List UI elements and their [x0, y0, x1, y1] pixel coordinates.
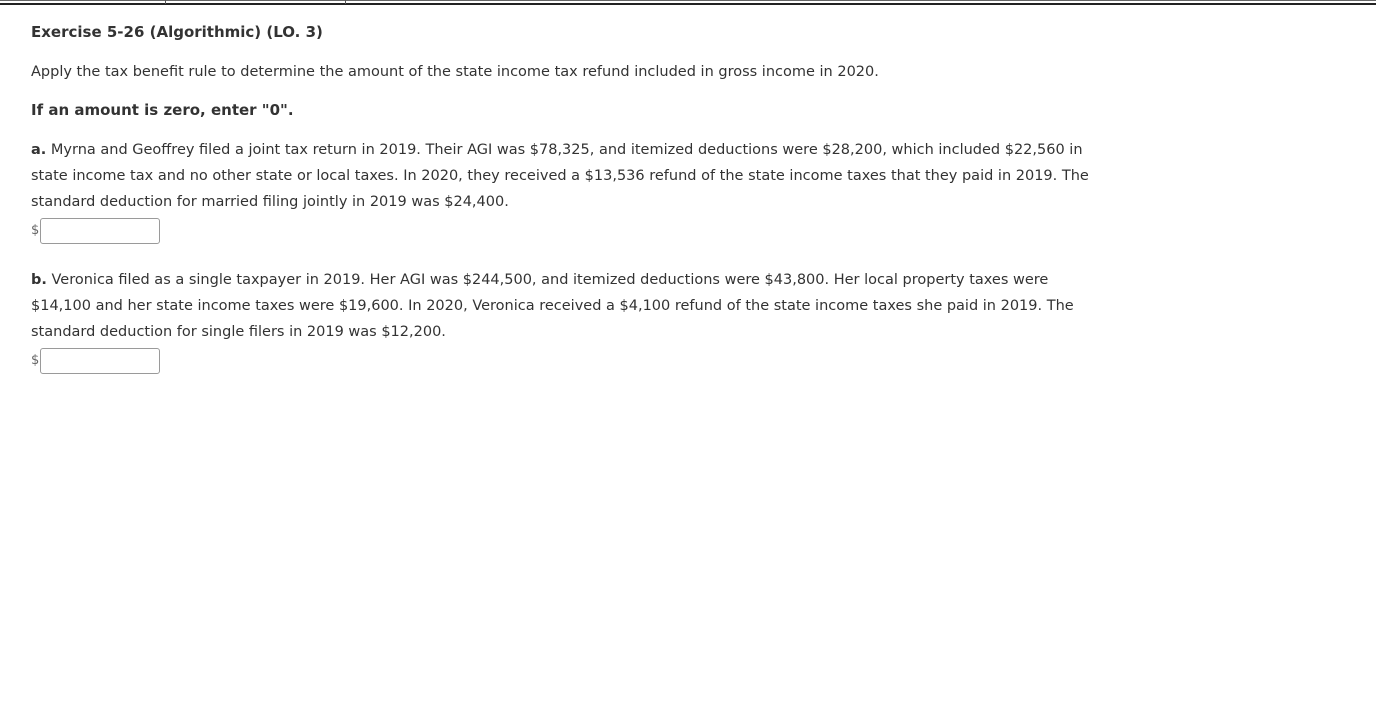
- answer-row-b: [31, 347, 1111, 375]
- part-b-label: b.: [31, 272, 47, 288]
- top-border-line: [0, 0, 1376, 1]
- top-divider-bar: [0, 3, 1376, 5]
- exercise-instruction: Apply the tax benefit rule to determine the amount of the state income tax refund included in gross income in 2020.: [31, 64, 879, 80]
- tab-separator: [345, 0, 346, 4]
- tab-separator: [165, 0, 166, 4]
- part-a-text: Myrna and Geoffrey filed a joint tax return in 2019. Their AGI was $78,325, and itemized deductions were $28,200, which included $22,560 in state income tax and no other state or local taxes. In 2020, they received a $13,536 refund of the state income taxes that they paid in 2019. The standard deduction for married filing jointly in 2019 was $24,400.: [31, 142, 1089, 210]
- currency-symbol: $: [31, 353, 40, 368]
- answer-input-a[interactable]: [40, 218, 160, 244]
- question-part-b: [31, 267, 1111, 345]
- part-b-text: Veronica filed as a single taxpayer in 2019. Her AGI was $244,500, and itemized deductions were $43,800. Her local property taxes were $14,100 and her state income taxes were $19,600. In 2020, Veronica received a $4,100 refund of the state income taxes she paid in 2019. The standard deduction for single filers in 2019 was $12,200.: [31, 272, 1074, 340]
- answer-input-b[interactable]: [40, 348, 160, 374]
- question-part-a: [31, 137, 1111, 215]
- zero-entry-note: If an amount is zero, enter "0".: [31, 101, 294, 119]
- part-a-label: a.: [31, 142, 47, 158]
- answer-row-a: [31, 217, 1111, 245]
- exercise-content: [31, 22, 1111, 375]
- exercise-title: Exercise 5-26 (Algorithmic) (LO. 3): [31, 23, 323, 41]
- currency-symbol: $: [31, 223, 40, 238]
